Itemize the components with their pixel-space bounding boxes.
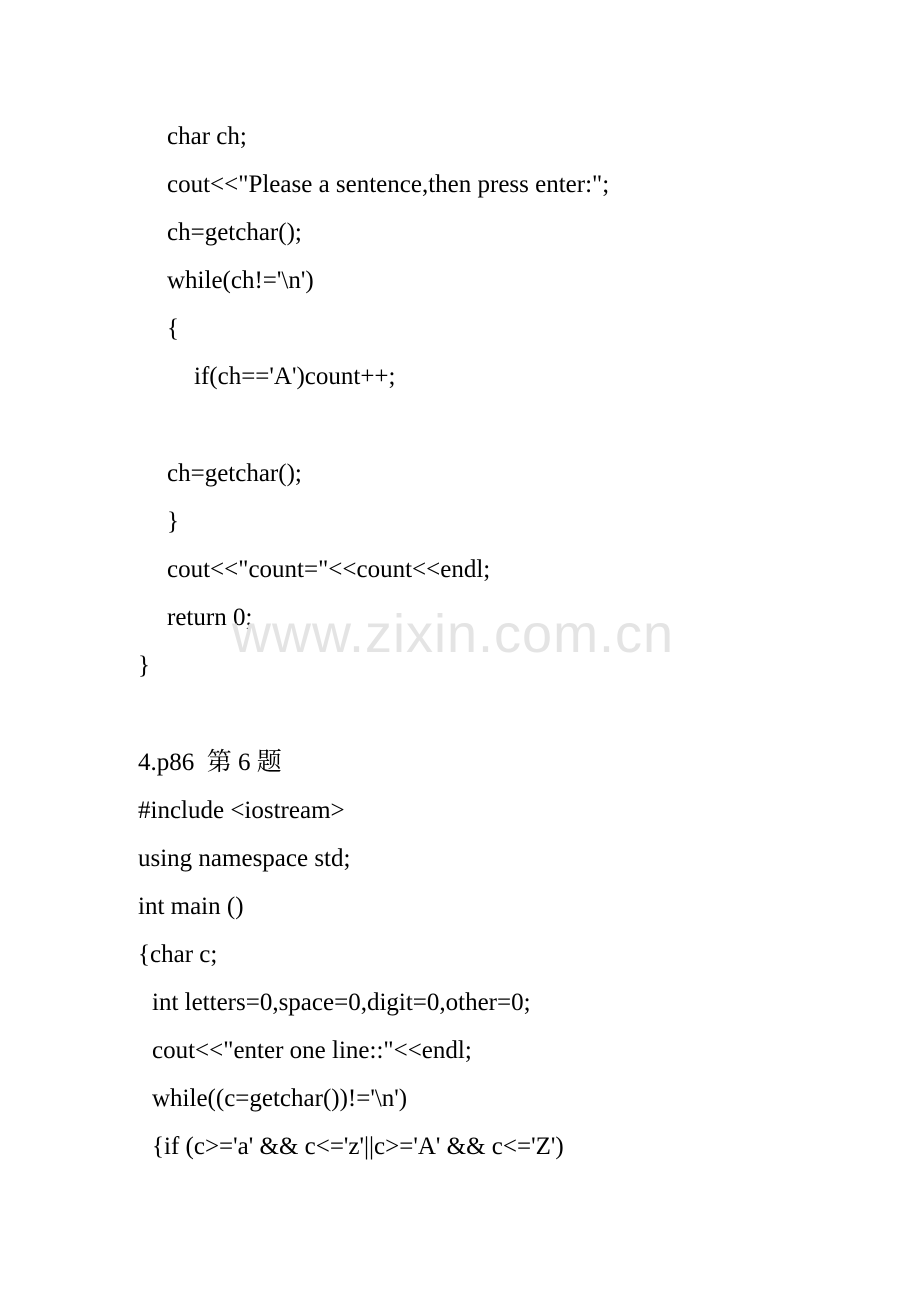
watermark: www.zixin.com.cn xyxy=(232,604,675,664)
code-line: cout<<"enter one line::"<<endl; xyxy=(152,1037,472,1064)
code-line: {char c; xyxy=(138,941,218,968)
code-line: using namespace std; xyxy=(138,845,351,872)
code-line: cout<<"count="<<count<<endl; xyxy=(167,556,491,583)
code-line: {if (c>='a' && c<='z'||c>='A' && c<='Z') xyxy=(152,1133,564,1160)
code-line: int letters=0,space=0,digit=0,other=0; xyxy=(152,989,531,1016)
code-line: ch=getchar(); xyxy=(167,219,302,246)
code-line: while((c=getchar())!='\n') xyxy=(152,1085,408,1112)
code-line: } xyxy=(138,652,150,679)
code-line: ch=getchar(); xyxy=(167,460,302,487)
code-line: char ch; xyxy=(167,123,247,150)
code-line: while(ch!='\n') xyxy=(167,267,314,294)
code-line: return 0; xyxy=(167,604,253,631)
code-line: cout<<"Please a sentence,then press enter:"; xyxy=(167,171,610,198)
code-line: } xyxy=(167,508,179,535)
code-line: if(ch=='A')count++; xyxy=(194,363,396,390)
section-heading: 4.p86 第 6 题 xyxy=(138,749,282,776)
code-line: #include <iostream> xyxy=(138,797,345,824)
code-line: { xyxy=(167,315,179,342)
code-line: int main () xyxy=(138,893,244,920)
